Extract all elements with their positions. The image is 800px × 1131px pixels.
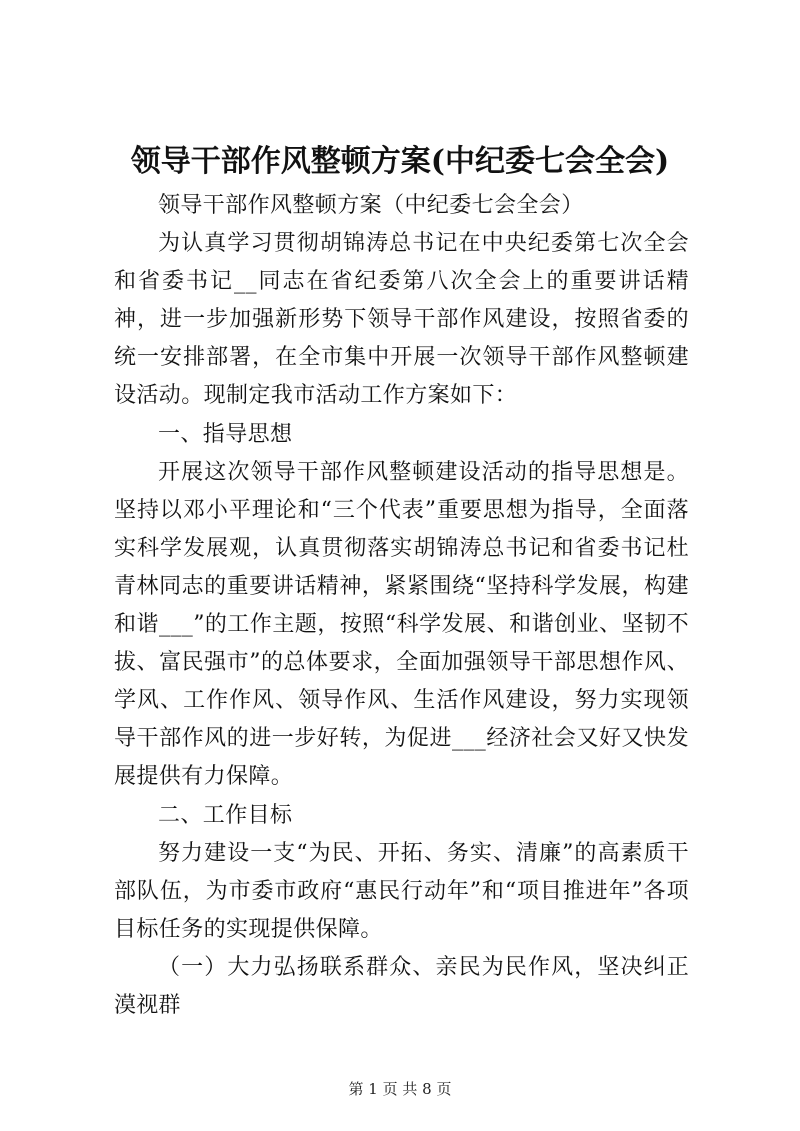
section-heading-work-goals: 二、工作目标 [158,802,293,828]
guiding-ideology-paragraph: 开展这次领导干部作风整顿建设活动的指导思想是。坚持以邓小平理论和“三个代表”重要思想为指导，全面落实科学发展观，认真贯彻落实胡锦涛总书记和省委书记杜青林同志的重要讲话精神，紧紧围绕“坚持科学发展，构建和谐___”的工作主题，按照“科学发展、和谐创业、坚韧不拔、富民强市”的总体要求，全面加强领导干部思想作风、学风、工作作风、领导作风、生活作风建设，努力实现领导干部作风的进一步好转，为促进___经济社会又好又快发展提供有力保障。 [114,459,689,790]
intro-paragraph: 为认真学习贯彻胡锦涛总书记在中央纪委第七次全会和省委书记__同志在省纪委第八次全会上的重要讲话精神，进一步加强新形势下领导干部作风建设，按照省委的统一安排部署，在全市集中开展一次领导干部作风整顿建设活动。现制定我市活动工作方案如下： [114,231,689,409]
subtitle-paragraph: 领导干部作风整顿方案（中纪委七会全会） [158,193,584,218]
document-title: 领导干部作风整顿方案(中纪委七会全会) [130,144,670,179]
page-footer: 第 1 页 共 8 页 [348,1080,452,1098]
section-heading-guiding-ideology: 一、指导思想 [158,421,293,447]
subsection-paragraph-1: （一）大力弘扬联系群众、亲民为民作风，坚决纠正漠视群 [114,954,689,1018]
work-goals-paragraph: 努力建设一支“为民、开拓、务实、清廉”的高素质干部队伍，为市委市政府“惠民行动年”和“项目推进年”各项目标任务的实现提供保障。 [114,840,689,942]
document-body [114,187,689,1025]
